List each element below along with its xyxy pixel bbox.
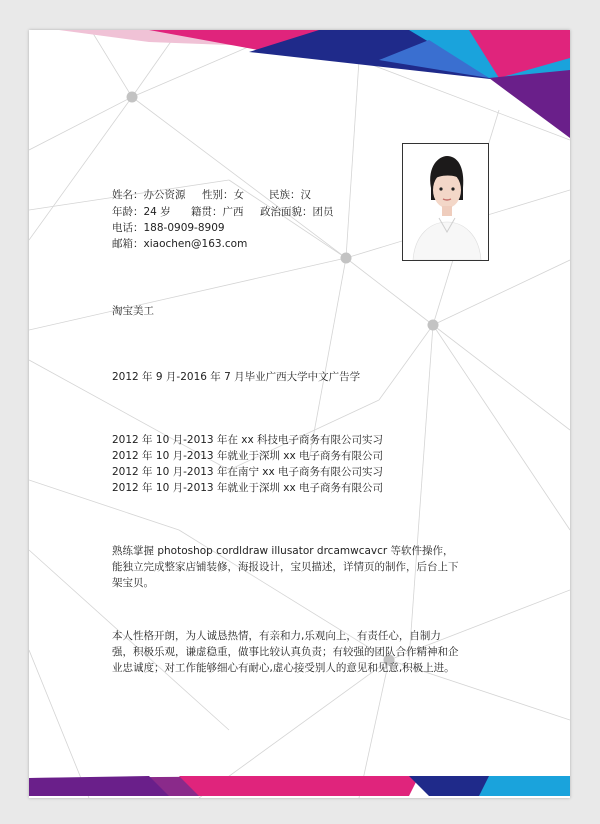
profile-phone: 电话：188-0909-8909 <box>112 222 225 234</box>
experience-item: 2012 年 10 月-2013 年在 xx 科技电子商务有限公司实习 <box>112 434 384 446</box>
education-entry: 2012 年 9 月-2016 年 7 月毕业广西大学中文广告学 <box>112 371 361 383</box>
resume-page <box>29 30 570 798</box>
profile-native-place: 籍贯：广西 <box>191 206 244 218</box>
experience-item: 2012 年 10 月-2013 年在南宁 xx 电子商务有限公司实习 <box>112 466 384 478</box>
profile-name: 姓名：办公资源 <box>112 189 186 201</box>
bottom-ribbon <box>29 776 570 796</box>
job-objective: 淘宝美工 <box>112 305 154 317</box>
profile-email: 邮箱：xiaochen@163.com <box>112 238 248 250</box>
self-evaluation-paragraph: 本人性格开朗，为人诚恳热情，有亲和力,乐观向上，有责任心，自制力强，积极乐观，谦虚稳重，做事比较认真负责；有较强的团队合作精神和企业忠诚度；对工作能够细心有耐心,虚心接受别人的意见和见意,积极上进。 <box>112 630 459 674</box>
experience-item: 2012 年 10 月-2013 年就业于深圳 xx 电子商务有限公司 <box>112 450 384 462</box>
profile-gender: 性别：女 <box>202 189 244 201</box>
profile-age: 年龄：24 岁 <box>112 206 171 218</box>
profile-political-status: 政治面貌：团员 <box>260 206 334 218</box>
experience-item: 2012 年 10 月-2013 年就业于深圳 xx 电子商务有限公司 <box>112 482 384 494</box>
top-ribbon <box>59 30 570 138</box>
profile-photo <box>402 143 489 261</box>
profile-ethnicity: 民族：汉 <box>269 189 311 201</box>
skills-paragraph: 熟练掌握 photoshop cordldraw illusator drcamwcavcr 等软件操作，能独立完成整家店铺装修，海报设计，宝贝描述，详情页的制作，后台上下架宝贝。 <box>112 545 459 589</box>
